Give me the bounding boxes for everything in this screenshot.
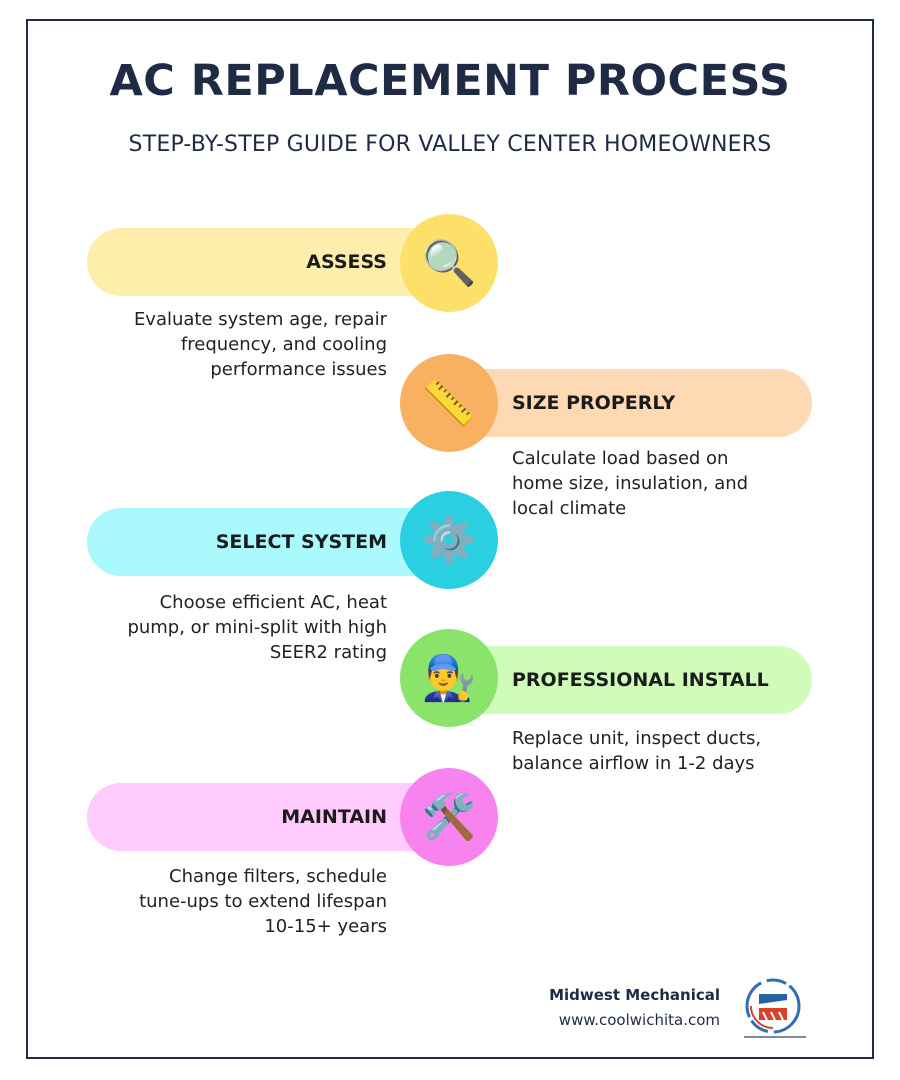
- company-name: Midwest Mechanical: [549, 986, 720, 1004]
- ruler-icon: 📏: [421, 378, 477, 429]
- step-size-properly-circle: [400, 354, 498, 452]
- step-maintain-description: Change filters, schedule tune-ups to extend lifespan 10-15+ years: [139, 866, 387, 937]
- step-size-properly-description: Calculate load based on home size, insulation, and local climate: [512, 448, 749, 519]
- mechanic-icon: 👨‍🔧: [421, 653, 477, 704]
- step-assess-circle: [400, 214, 498, 312]
- step-select-system-description: Choose efficient AC, heat pump, or mini-split with high SEER2 rating: [127, 592, 387, 663]
- step-maintain-label: MAINTAIN: [281, 806, 387, 828]
- step-professional-install-circle: [400, 629, 498, 727]
- step-assess-description: Evaluate system age, repair frequency, and cooling performance issues: [133, 309, 387, 380]
- midwest-mechanical-logo-icon: [742, 976, 808, 1042]
- magnifying-glass-icon: 🔍: [421, 238, 477, 289]
- step-professional-install-description: Replace unit, inspect ducts, balance airflow in 1-2 days: [512, 728, 762, 774]
- step-professional-install-label: PROFESSIONAL INSTALL: [512, 669, 769, 691]
- step-maintain-circle: [400, 768, 498, 866]
- step-assess-label: ASSESS: [306, 251, 387, 273]
- step-select-system-circle: [400, 491, 498, 589]
- page-subtitle: STEP-BY-STEP GUIDE FOR VALLEY CENTER HOMEOWNERS: [128, 132, 772, 157]
- step-size-properly-label: SIZE PROPERLY: [512, 392, 676, 414]
- company-website-link[interactable]: www.coolwichita.com: [558, 1011, 720, 1029]
- step-select-system-label: SELECT SYSTEM: [215, 531, 387, 553]
- page-title: AC REPLACEMENT PROCESS: [109, 56, 791, 106]
- hammer-and-wrench-icon: 🛠️: [421, 792, 477, 843]
- gear-icon: ⚙️: [421, 515, 477, 566]
